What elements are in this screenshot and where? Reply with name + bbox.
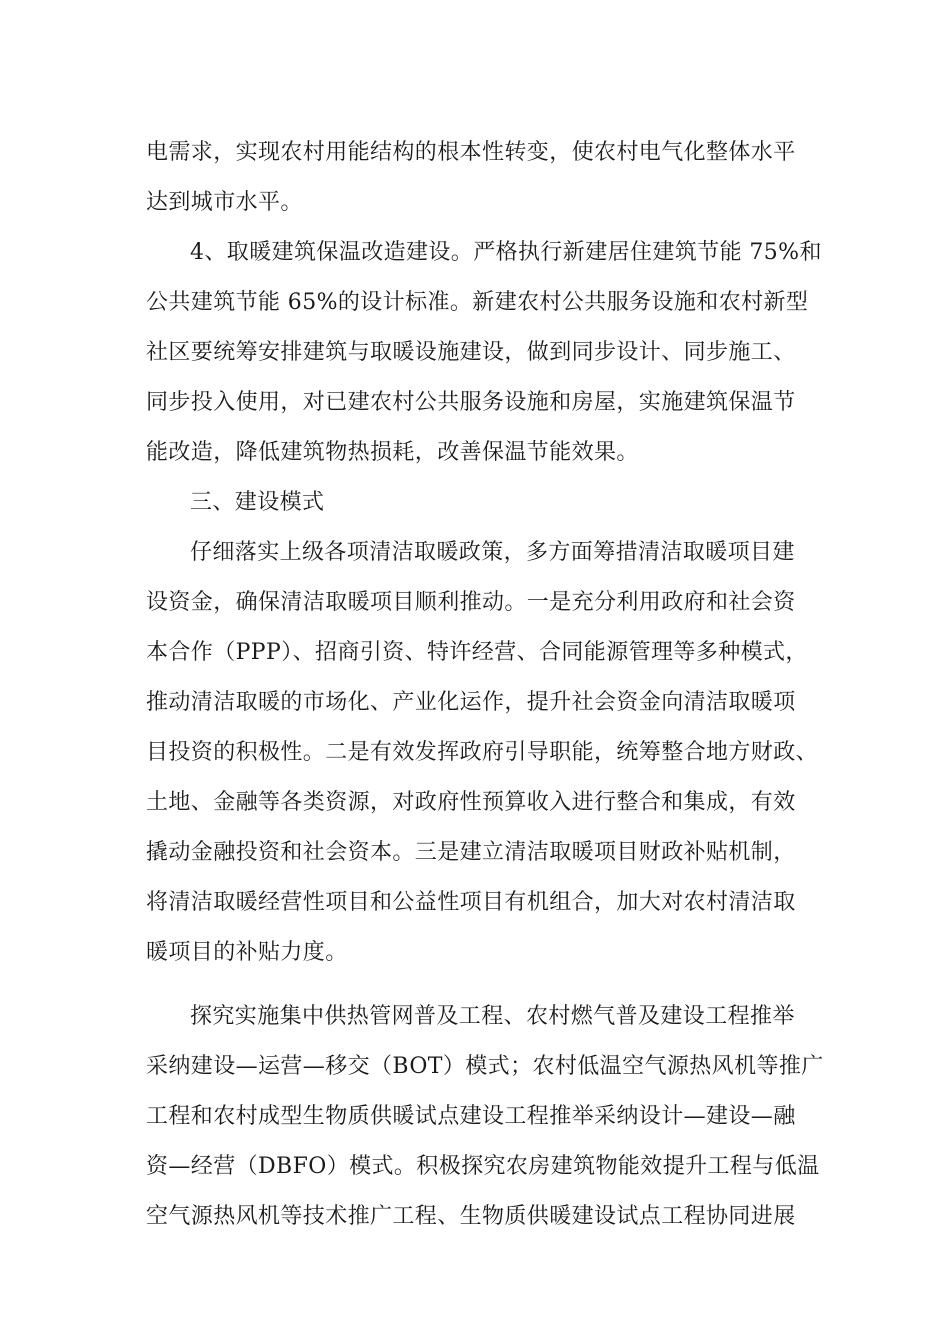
text-line: 探究实施集中供热管网普及工程、农村燃气普及建设工程推举 xyxy=(190,1004,795,1029)
text-line: 社区要统筹安排建筑与取暖设施建设，做到同步设计、同步施工、 xyxy=(146,340,796,365)
text-line: 土地、金融等各类资源，对政府性预算收入进行整合和集成，有效 xyxy=(146,790,796,815)
text-line: 推动清洁取暖的市场化、产业化运作，提升社会资金向清洁取暖项 xyxy=(146,690,796,715)
text-line: 目投资的积极性。二是有效发挥政府引导职能，统筹整合地方财政、 xyxy=(146,740,819,765)
text-line: 电需求，实现农村用能结构的根本性转变，使农村电气化整体水平 xyxy=(146,140,796,165)
text-line: 空气源热风机等技术推广工程、生物质供暖建设试点工程协同进展 xyxy=(146,1204,796,1229)
text-line: 暖项目的补贴力度。 xyxy=(146,940,348,965)
text-line: 采纳建设—运营—移交（BOT）模式；农村低温空气源热风机等推广 xyxy=(146,1054,824,1079)
paragraph-3 xyxy=(146,528,836,978)
paragraph-2 xyxy=(146,228,836,478)
paragraph-1 xyxy=(146,128,836,228)
paragraph-spacer xyxy=(146,978,836,992)
text-line: 撬动金融投资和社会资本。三是建立清洁取暖项目财政补贴机制， xyxy=(146,840,796,865)
text-line: 工程和农村成型生物质供暖试点建设工程推举采纳设计—建设—融 xyxy=(146,1104,796,1129)
text-line: 公共建筑节能 65%的设计标准。新建农村公共服务设施和农村新型 xyxy=(146,290,809,315)
text-line: 达到城市水平。 xyxy=(146,190,303,215)
text-line: 资—经营（DBFO）模式。积极探究农房建筑物能效提升工程与低温 xyxy=(146,1154,820,1179)
text-line: 仔细落实上级各项清洁取暖政策，多方面筹措清洁取暖项目建 xyxy=(190,540,795,565)
document-body xyxy=(146,128,836,1242)
text-line: 能改造，降低建筑物热损耗，改善保温节能效果。 xyxy=(146,440,639,465)
paragraph-4 xyxy=(146,992,836,1242)
text-line: 同步投入使用，对已建农村公共服务设施和房屋，实施建筑保温节 xyxy=(146,390,796,415)
text-line: 设资金，确保清洁取暖项目顺利推动。一是充分利用政府和社会资 xyxy=(146,590,796,615)
text-line: 4、取暖建筑保温改造建设。严格执行新建居住建筑节能 75%和 xyxy=(190,240,822,265)
text-line: 将清洁取暖经营性项目和公益性项目有机组合，加大对农村清洁取 xyxy=(146,890,796,915)
section-heading: 三、建设模式 xyxy=(190,490,325,515)
text-line: 本合作（PPP）、招商引资、特许经营、合同能源管理等多种模式， xyxy=(146,640,808,665)
